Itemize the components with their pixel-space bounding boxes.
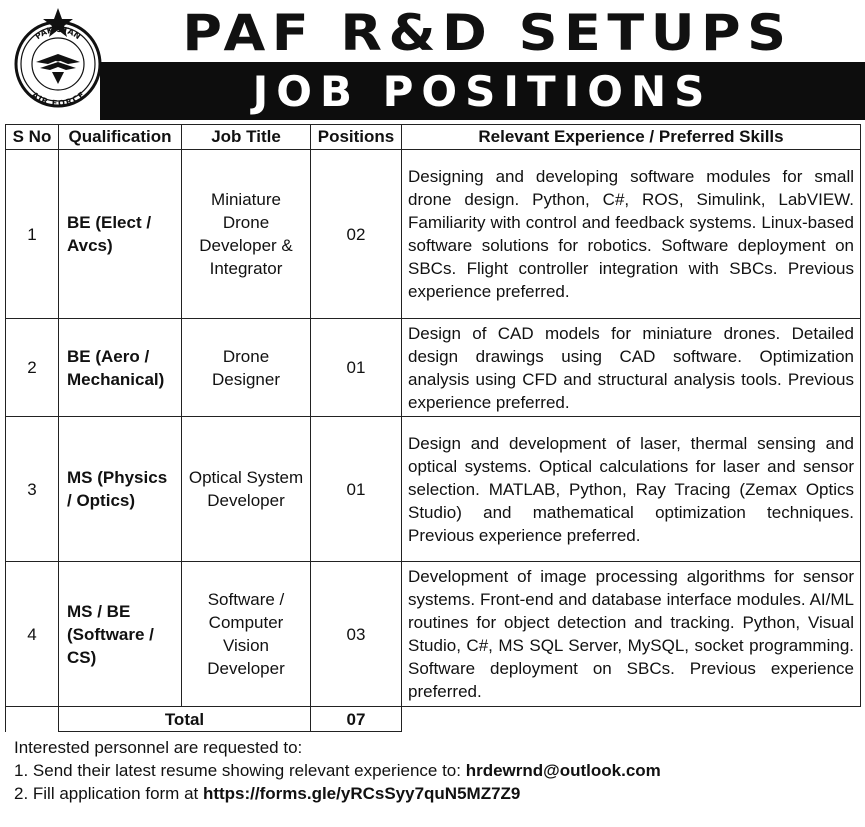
instruction-item-1-text: 1. Send their latest resume showing relevant experience to: <box>14 761 466 780</box>
svg-text:AIR FORCE: AIR FORCE <box>30 90 87 109</box>
page-title-text: PAF R&D SETUPS <box>182 4 793 62</box>
cell-skills: Design and development of laser, thermal sensing and optical systems. Optical calculations for laser and sensor selection. MATLAB, Python, Ray Tracing (Zemax Optics Studio) and mathematical optimization techniques. Previous experience preferred. <box>402 417 861 562</box>
cell-positions: 01 <box>311 319 402 417</box>
cell-sno: 2 <box>6 319 59 417</box>
cell-blank <box>402 707 861 732</box>
cell-blank <box>6 707 59 732</box>
paf-emblem-icon <box>6 6 110 110</box>
svg-text:PAKISTAN: PAKISTAN <box>33 24 83 42</box>
total-value: 07 <box>311 707 402 732</box>
cell-qualification: MS / BE (Software / CS) <box>59 562 182 707</box>
cell-sno: 1 <box>6 150 59 319</box>
instruction-item-2 <box>14 782 854 805</box>
table-header-row <box>6 125 861 150</box>
table-row <box>6 150 861 319</box>
contact-email[interactable]: hrdewrnd@outlook.com <box>465 761 661 780</box>
total-label: Total <box>59 707 311 732</box>
cell-positions: 02 <box>311 150 402 319</box>
cell-qualification: MS (Physics / Optics) <box>59 417 182 562</box>
cell-skills: Designing and developing software modules for small drone design. Python, C#, ROS, Simulink, LabVIEW. Familiarity with control and feedback systems. Linux-based software solutions for robotics. Software deployment on SBCs. Flight controller integration with SBCs. Previous experience preferred. <box>402 150 861 319</box>
table-row <box>6 417 861 562</box>
cell-job-title: Software / Computer Vision Developer <box>182 562 311 707</box>
cell-job-title: Drone Designer <box>182 319 311 417</box>
table-row <box>6 562 861 707</box>
cell-skills: Development of image processing algorithms for sensor systems. Front-end and database interface modules. AI/ML routines for object detection and tracking. Python, Visual Studio, C#, MS SQL Server, MySQL, socket programming. Software deployment on SBCs. Previous experience preferred. <box>402 562 861 707</box>
column-header-skills: Relevant Experience / Preferred Skills <box>402 125 861 150</box>
job-positions-table <box>5 124 861 732</box>
cell-qualification: BE (Elect / Avcs) <box>59 150 182 319</box>
cell-job-title: Miniature Drone Developer & Integrator <box>182 150 311 319</box>
cell-skills: Design of CAD models for miniature drones. Detailed design drawings using CAD software. Optimization analysis using CFD and structural analysis tools. Previous experience preferred. <box>402 319 861 417</box>
instruction-item-1 <box>14 759 854 782</box>
cell-sno: 4 <box>6 562 59 707</box>
column-header-sno: S No <box>6 125 59 150</box>
column-header-positions: Positions <box>311 125 402 150</box>
application-instructions <box>14 736 854 805</box>
table-row <box>6 319 861 417</box>
column-header-job-title: Job Title <box>182 125 311 150</box>
column-header-qualification: Qualification <box>59 125 182 150</box>
cell-positions: 01 <box>311 417 402 562</box>
page-title <box>110 4 865 62</box>
cell-qualification: BE (Aero / Mechanical) <box>59 319 182 417</box>
cell-sno: 3 <box>6 417 59 562</box>
instructions-intro: Interested personnel are requested to: <box>14 738 303 757</box>
application-form-link[interactable]: https://forms.gle/yRCsSyy7quN5MZ7Z9 <box>202 784 521 803</box>
cell-positions: 03 <box>311 562 402 707</box>
instruction-item-2-text: 2. Fill application form at <box>14 784 203 803</box>
table-total-row <box>6 707 861 732</box>
page-subtitle <box>100 62 865 120</box>
page-subtitle-text: JOB POSITIONS <box>252 66 713 116</box>
header <box>0 0 865 120</box>
cell-job-title: Optical System Developer <box>182 417 311 562</box>
